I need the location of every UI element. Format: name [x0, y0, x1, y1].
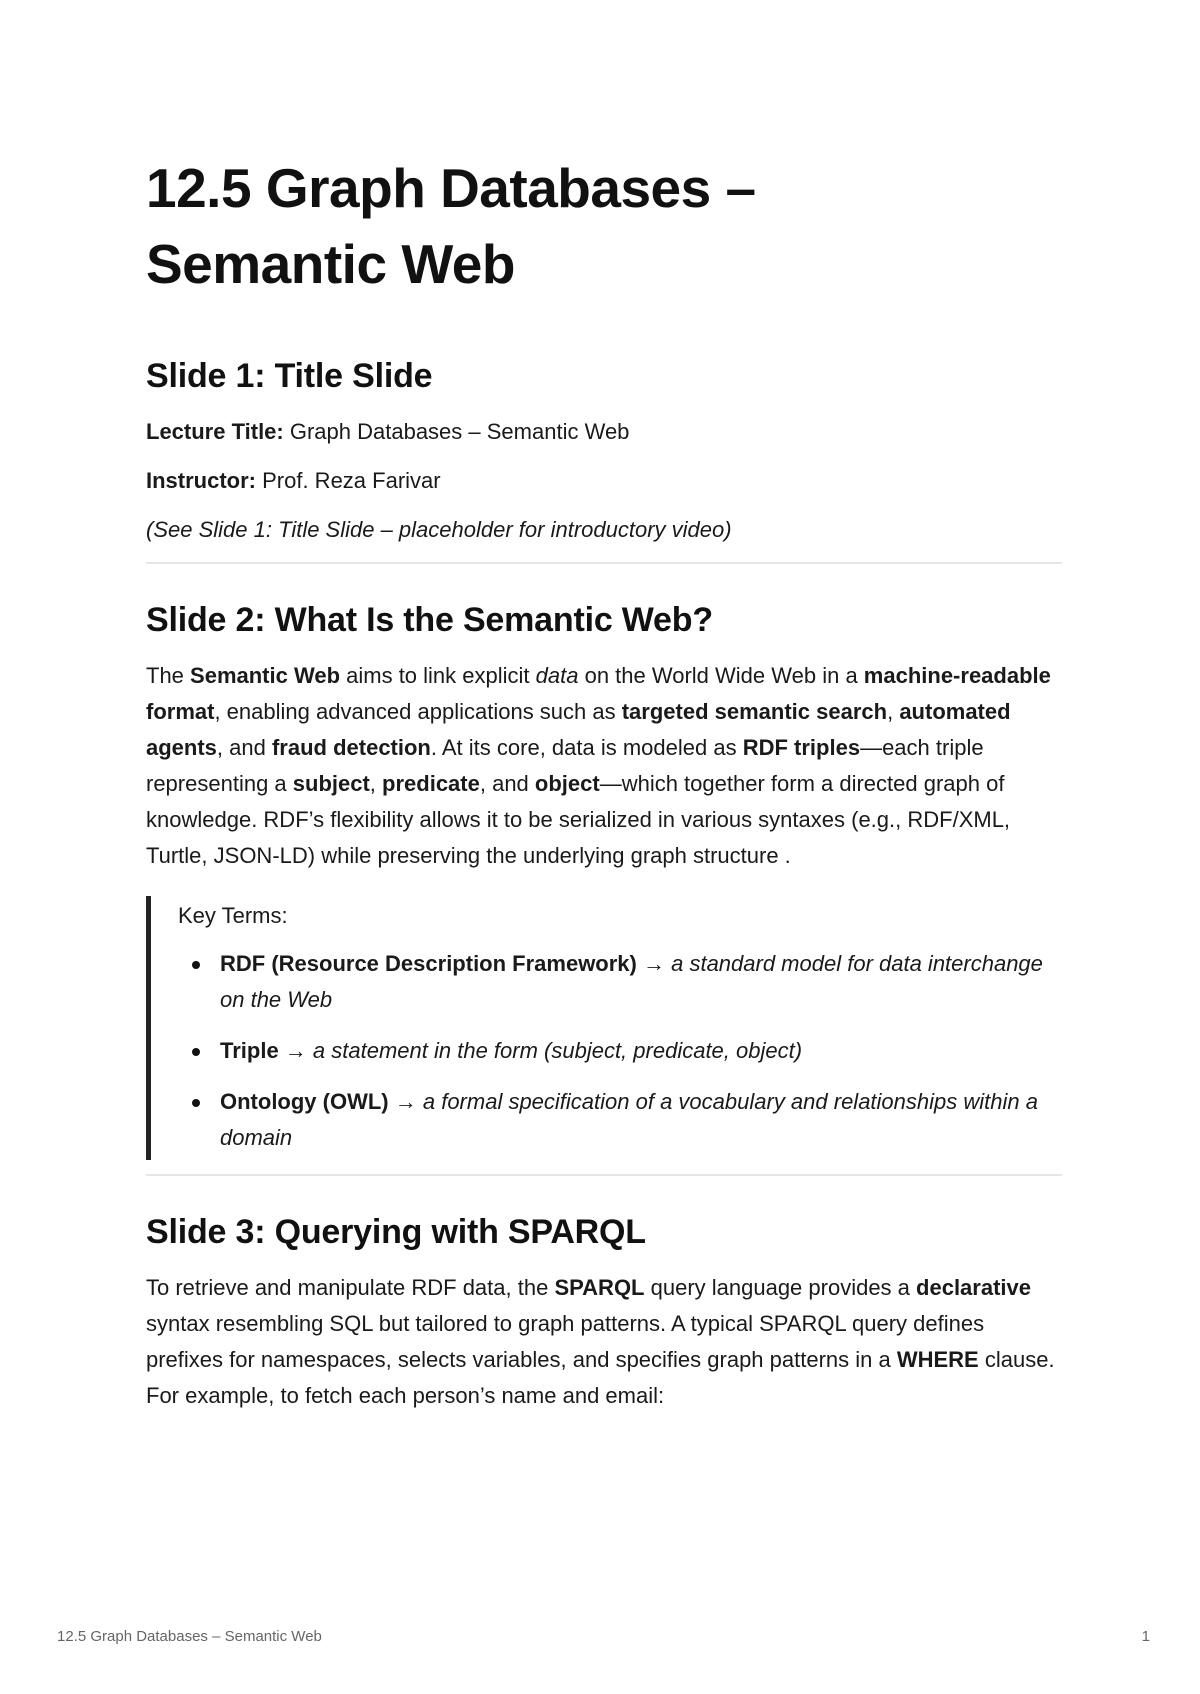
text: —which together form a directed graph of knowledge. RDF’s flexibility allows it to be serialized in various syntaxes (e.g., RDF/XML, Turtle, JSON-LD) while preserving the underlying graph structure . [146, 771, 1011, 868]
document-page [146, 150, 1062, 1414]
text: clause. For example, to fetch each person’s name and email: [146, 1347, 1055, 1408]
bold-text: Semantic Web [190, 663, 341, 688]
key-terms-blockquote [146, 896, 1062, 1160]
term-name: Ontology (OWL) [220, 1089, 389, 1114]
term-definition: a formal specification of a vocabulary and relationships within a domain [220, 1089, 1038, 1150]
section-divider [146, 1174, 1062, 1176]
bullet-icon [192, 1099, 200, 1107]
instructor-line [146, 463, 1062, 499]
footer-page-number: 1 [1141, 1628, 1150, 1645]
term-name: Triple [220, 1038, 279, 1063]
key-terms-label: Key Terms: [178, 903, 288, 928]
term-name: RDF (Resource Description Framework) [220, 951, 637, 976]
instructor-value: Prof. Reza Farivar [256, 468, 441, 493]
slide3-heading: Slide 3: Querying with SPARQL [146, 1213, 646, 1251]
bold-text: targeted semantic search [621, 699, 888, 724]
bullet-icon [192, 961, 200, 969]
arrow-icon: → [388, 1089, 423, 1114]
lecture-title-value: Graph Databases – Semantic Web [283, 419, 630, 444]
text: . At its core, data is modeled as [430, 735, 743, 760]
arrow-icon: → [636, 951, 672, 976]
bold-text: automated agents [146, 699, 1011, 760]
list-item [220, 1084, 1062, 1156]
bold-text: object [534, 771, 600, 796]
slide2-heading: Slide 2: What Is the Semantic Web? [146, 601, 713, 639]
text: —each triple representing a [146, 735, 984, 796]
text: on the World Wide Web in a [578, 663, 864, 688]
bold-text: predicate [382, 771, 480, 796]
text: syntax resembling SQL but tailored to graph patterns. A typical SPARQL query defines prefixes for namespaces, selects variables, and specifies graph patterns in a [146, 1311, 985, 1372]
title-line-2: Semantic Web [146, 233, 515, 295]
text: aims to link explicit [340, 663, 536, 688]
italic-text: data [535, 663, 579, 688]
text: To retrieve and manipulate RDF data, the [146, 1275, 555, 1300]
term-definition: a statement in the form (subject, predicate, object) [312, 1038, 803, 1063]
text: , [887, 699, 900, 724]
key-terms-list [178, 946, 1062, 1156]
slide2-paragraph [146, 658, 1062, 874]
slide1-note [146, 512, 1062, 548]
lecture-title-line [146, 414, 1062, 450]
list-item [220, 946, 1062, 1018]
term-definition: a standard model for data interchange on the Web [220, 951, 1043, 1012]
bold-text: WHERE [896, 1347, 979, 1372]
text: , and [216, 735, 272, 760]
list-item [220, 1033, 1062, 1069]
slide3-paragraph [146, 1270, 1062, 1414]
text: query language provides a [644, 1275, 917, 1300]
bold-text: RDF triples [742, 735, 861, 760]
bold-text: SPARQL [554, 1275, 645, 1300]
bold-text: fraud detection [271, 735, 431, 760]
section-divider [146, 562, 1062, 564]
bullet-icon [192, 1048, 200, 1056]
text: , enabling advanced applications such as [214, 699, 622, 724]
bold-text: machine-readable format [146, 663, 1051, 724]
title-line-1: 12.5 Graph Databases – [146, 157, 756, 219]
document-title [146, 150, 1062, 302]
text: , and [479, 771, 535, 796]
footer-doc-title: 12.5 Graph Databases – Semantic Web [57, 1628, 322, 1645]
text: , [369, 771, 383, 796]
slide1-heading: Slide 1: Title Slide [146, 357, 433, 395]
instructor-label: Instructor: [146, 468, 256, 493]
bold-text: subject [292, 771, 370, 796]
text: The [146, 663, 191, 688]
bold-text: declarative [916, 1275, 1031, 1300]
slide1-note-text: (See Slide 1: Title Slide – placeholder for introductory video) [146, 517, 732, 542]
lecture-title-label: Lecture Title: [146, 419, 284, 444]
arrow-icon: → [278, 1038, 313, 1063]
